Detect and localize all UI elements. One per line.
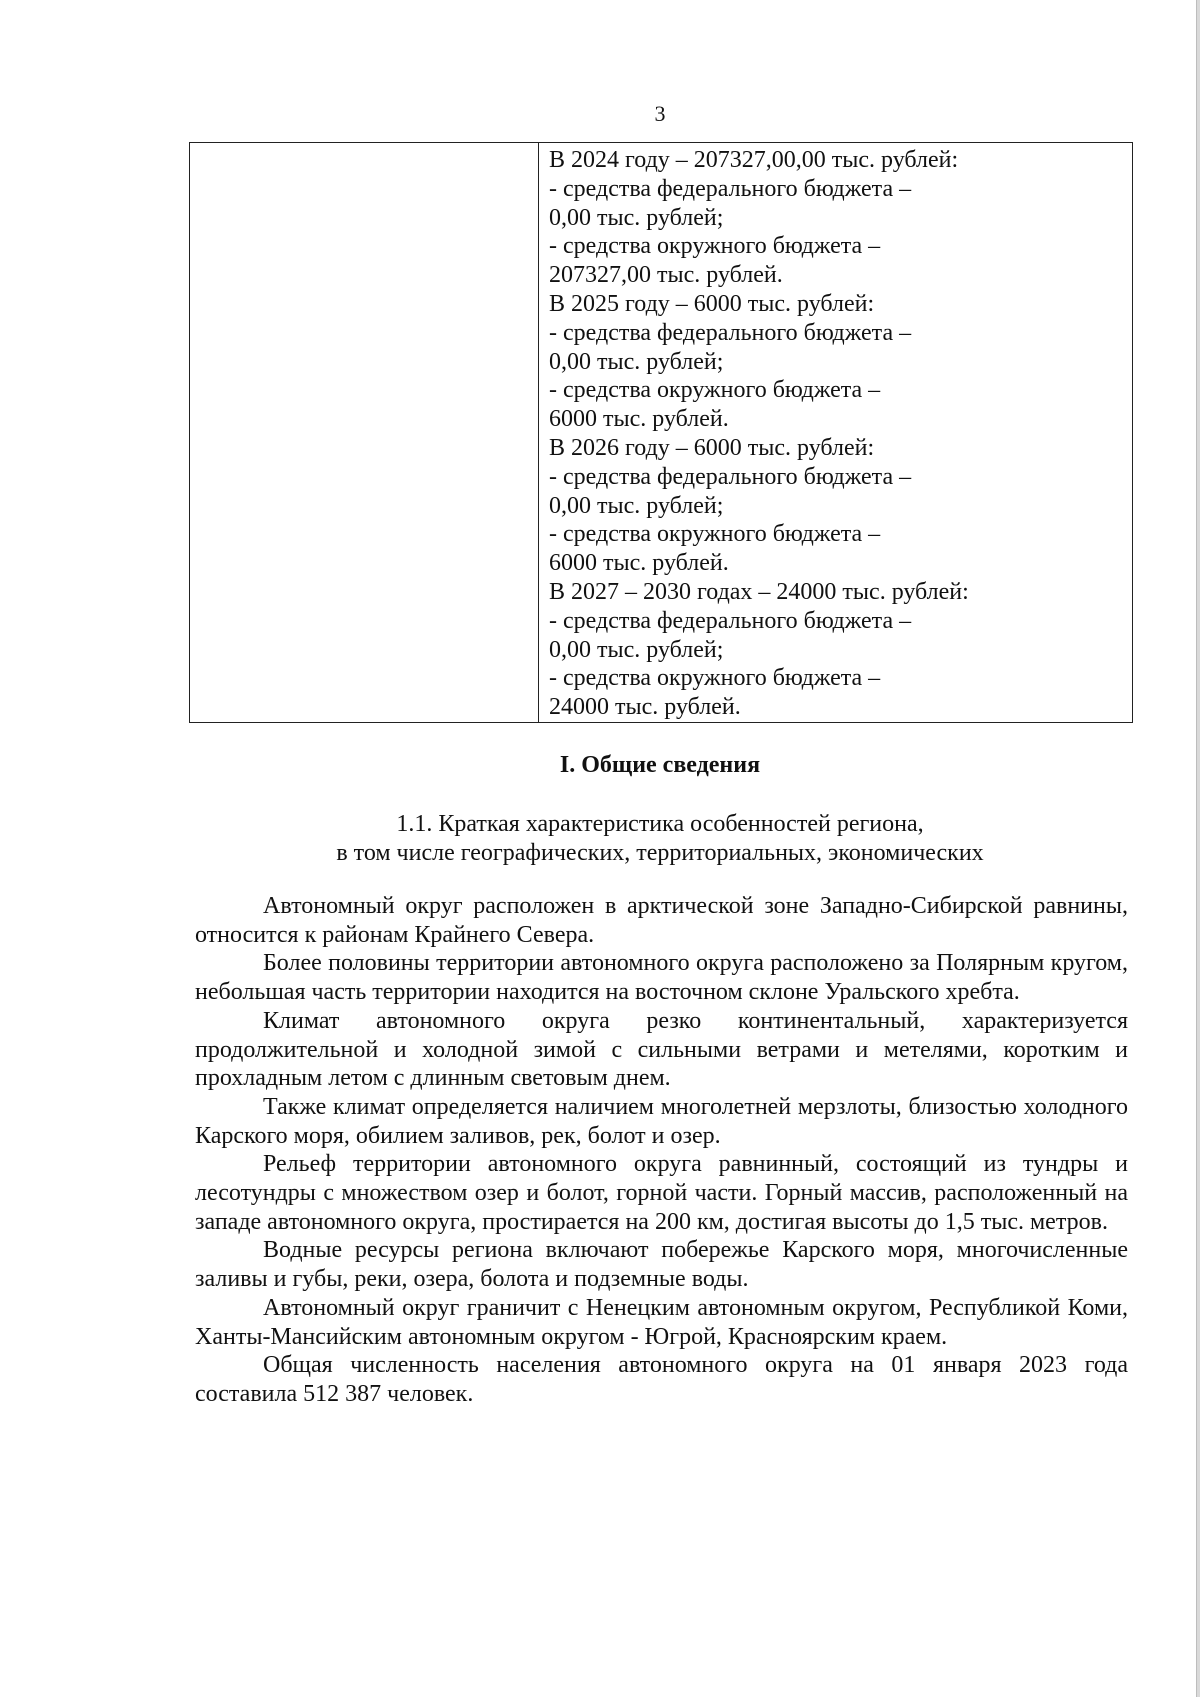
funding-line: 207327,00 тыс. рублей. <box>549 262 783 289</box>
funding-line: 0,00 тыс. рублей; <box>549 348 724 375</box>
paragraph: Водные ресурсы региона включают побережье Карского моря, многочисленные заливы и губы, реки, озера, болота и подземные воды. <box>195 1237 1128 1293</box>
funding-line: - средства федерального бюджета – <box>549 175 912 202</box>
funding-line: 6000 тыс. рублей. <box>549 550 729 577</box>
page-number: 3 <box>654 101 666 126</box>
funding-line: - средства окружного бюджета – <box>549 233 881 260</box>
paragraph: Также климат определяется наличием многолетней мерзлоты, близостью холодного Карского моря, обилием заливов, рек, болот и озер. <box>195 1093 1128 1149</box>
subsection-title-line: 1.1. Краткая характеристика особенностей региона, <box>396 811 924 837</box>
table-cell-empty <box>190 143 539 723</box>
funding-table <box>189 142 1133 723</box>
funding-line: - средства федерального бюджета – <box>549 463 912 490</box>
funding-line: - средства федерального бюджета – <box>549 319 912 346</box>
subsection-title <box>200 810 1120 868</box>
funding-line: В 2027 – 2030 годах – 24000 тыс. рублей: <box>549 578 969 605</box>
body-text <box>195 892 1128 1409</box>
funding-line: 6000 тыс. рублей. <box>549 406 729 433</box>
funding-line: - средства федерального бюджета – <box>549 607 912 634</box>
section-title: I. Общие сведения <box>559 752 761 778</box>
subsection-title-line: в том числе географических, территориальных, экономических <box>336 840 984 866</box>
funding-line: - средства окружного бюджета – <box>549 521 881 548</box>
table-row <box>190 143 1133 723</box>
funding-line: 0,00 тыс. рублей; <box>549 492 724 519</box>
funding-line: - средства окружного бюджета – <box>549 665 881 692</box>
table-cell-funding <box>539 143 1133 723</box>
paragraph: Более половины территории автономного округа расположено за Полярным кругом, небольшая часть территории находится на восточном склоне Уральского хребта. <box>195 950 1128 1006</box>
funding-line: 24000 тыс. рублей. <box>549 694 741 721</box>
funding-lines <box>539 143 1132 722</box>
funding-line: В 2024 году – 207327,00,00 тыс. рублей: <box>549 147 959 173</box>
funding-line: - средства окружного бюджета – <box>549 377 881 404</box>
paragraph: Автономный округ расположен в арктической зоне Западно-Сибирской равнины, относится к районам Крайнего Севера. <box>195 893 1128 948</box>
funding-line: В 2026 году – 6000 тыс. рублей: <box>549 434 875 461</box>
funding-line: В 2025 году – 6000 тыс. рублей: <box>549 290 875 317</box>
paragraph: Автономный округ граничит с Ненецким автономным округом, Республикой Коми, Ханты-Мансийским автономным округом - Югрой, Красноярским краем. <box>195 1294 1128 1350</box>
funding-line: 0,00 тыс. рублей; <box>549 636 724 663</box>
paragraph: Общая численность населения автономного округа на 01 января 2023 года составила 512 387 человек. <box>195 1352 1128 1407</box>
funding-line: 0,00 тыс. рублей; <box>549 204 724 231</box>
paragraph: Рельеф территории автономного округа равнинный, состоящий из тундры и лесотундры с множеством озер и болот, горной части. Горный массив, расположенный на западе автономного округа, простирается на 200 км, достигая высоты до 1,5 тыс. метров. <box>195 1151 1128 1235</box>
paragraph: Климат автономного округа резко континентальный, характеризуется продолжительной и холодной зимой с сильными ветрами и метелями, коротким и прохладным летом с длинным световым днем. <box>195 1007 1128 1092</box>
